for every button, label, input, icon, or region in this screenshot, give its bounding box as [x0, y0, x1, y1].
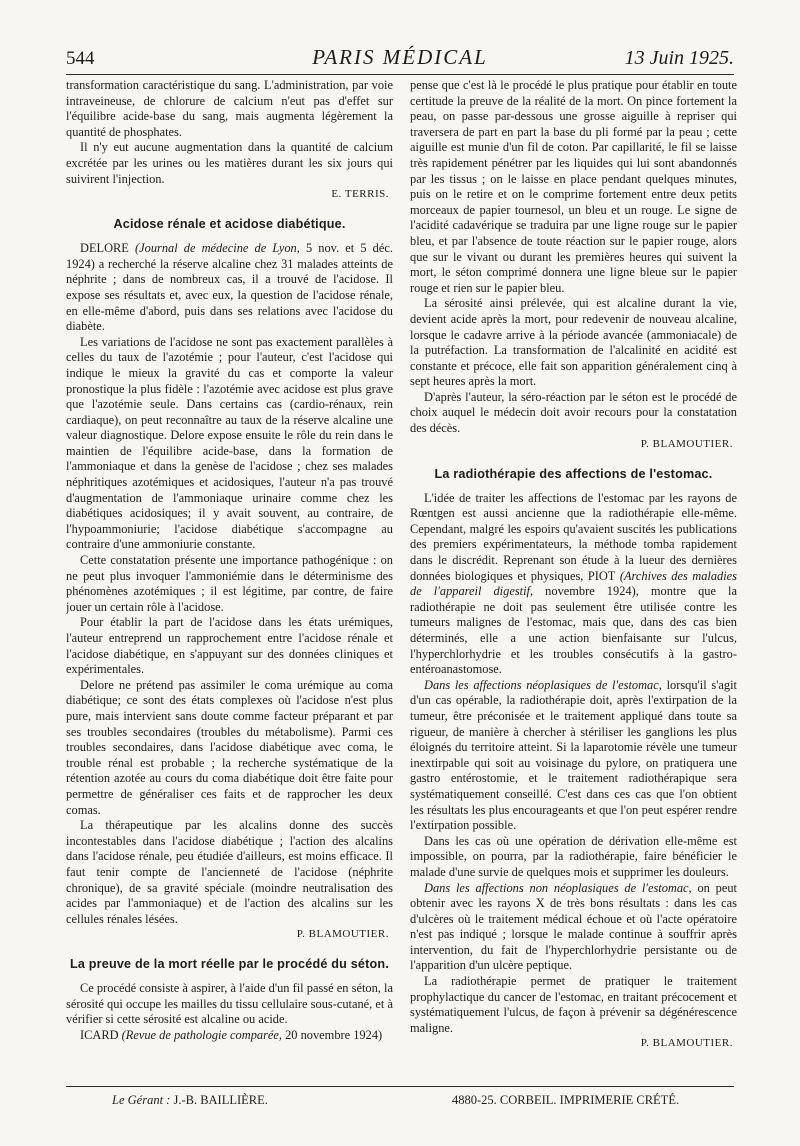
running-header	[66, 38, 734, 75]
section-title: La preuve de la mort réelle par le procédé du séton.	[69, 957, 390, 972]
paragraph: transformation caractéristique du sang. L'administration, par voie intraveineuse, de chlorure de calcium n'eut pas d'effet sur l'équilibre acide-base du sang, mais augmenta légèrement la quantité de phosphates.	[66, 78, 393, 139]
right-column	[410, 78, 737, 1078]
footer-rule	[66, 1086, 734, 1087]
paragraph: Ce procédé consiste à aspirer, à l'aide d'un fil passé en séton, la sérosité qui occupe les mailles du tissu cellulaire sous-cutané, et à vérifier si cette sérosité est alcaline ou acide.	[66, 981, 393, 1027]
subsection-lead: Dans les affections non néoplasiques de l'estomac,	[424, 880, 692, 895]
paragraph: D'après l'auteur, la séro-réaction par le séton est le procédé de choix auquel le médecin doit avoir recours pour la constatation des décès.	[410, 389, 737, 436]
paragraph: La thérapeutique par les alcalins donne des succès incontestables dans l'acidose diabétique ; l'action des alcalins dans l'acidose rénale, peu étudiée d'ailleurs, est moins efficace. Il faut tenir compte de l'ancienneté de l'acidose (néphrite chronique), de sa gravité spéciale (moindre neutralisation des acides par l'ammoniaque) et de l'action des alcalins sur les cellules rénales lésées.	[66, 818, 393, 926]
section-title: La radiothérapie des affections de l'estomac.	[434, 466, 713, 481]
page-number: 544	[66, 48, 95, 69]
paragraph: Les variations de l'acidose ne sont pas exactement parallèles à celles du taux de l'azotémie ; pour l'auteur, c'est l'acidose qui indique le mieux la gravité du cas et comporte la valeur pronostique la plus fidèle : l'azotémie avec acidose est plus grave que l'azotémie seule. Dans certains cas (cardio-rénaux, rein cardiaque), on peut reconnaître au taux de la réserve alcaline une valeur diagnostique. Delore expose ensuite le rôle du rein dans le maintien de l'équilibre acide-base, dans la formation de l'ammoniaque et dans la genèse de l'acidose ; chez ses malades néphritiques azotémiques et acidosiques, l'auteur n'a pas trouvé d'augmentation de l'ammoniaque urinaire comme chez les diabétiques acidosiques; il y avait souvent, au contraire, de l'hypoammoniurie; l'acidose diabétique s'accompagne au contraire d'une ammoniurie constante.	[66, 334, 393, 552]
journal-reference: (Journal de médecine de Lyon,	[135, 241, 300, 256]
author-signature: P. BLAMOUTIER.	[640, 1037, 733, 1050]
author-signature: P. BLAMOUTIER.	[640, 437, 733, 450]
author-signature: E. TERRIS.	[331, 188, 389, 201]
paragraph: DELORE (Journal de médecine de Lyon, 5 nov. et 5 déc. 1924) a recherché la réserve alcaline chez 31 malades atteints de néphrite ; dans de nombreux cas, il a trouvé de l'acidose. Il expose ses résultats et, avec eux, la question de l'acidose rénale, en elle-même d'abord, puis dans ses relations avec l'acidose du diabète.	[66, 241, 393, 334]
footer-gerant: Le Gérant : J.-B. BAILLIÈRE.	[112, 1093, 268, 1107]
paragraph: pense que c'est là le procédé le plus pratique pour établir en toute certitude la preuve de la réalité de la mort. On pince fortement la peau, on passe par-dessous une grosse aiguille à repriser qui traversera de part en part la base du pli formé par la peau ; cette aiguille est munie d'un fil de coton. Par capillarité, le fil se laisse très rapidement pénétrer par les liquides qui lui sont abandonnés par les tissus ; on le laisse en place pendant quelques minutes, puis on le retire et on le comprime fortement entre deux petits morceaux de papier tournesol, un bleu et un rouge. Le signe de l'acidité cadavérique se traduira par une ligne rouge sur le papier bleu, et par l'absence de toute réaction sur le papier rouge, alors que sur le vivant ou durant les premières heures qui suivent la mort, le séton comprimé donnera une ligne bleue sur le papier rouge et rien sur le papier bleu.	[410, 78, 737, 295]
paragraph: Dans les affections non néoplasiques de l'estomac, on peut obtenir avec les rayons X de très bons résultats : dans les cas d'ulcères où le traitement médical échoue et où l'acte opératoire n'est pas indiqué ; lorsque le malade continue à souffrir après intervention, du fait de l'hyperchlorhydrie persistante ou de l'apparition d'un ulcère peptique.	[410, 880, 737, 973]
paragraph: Cette constatation présente une importance pathogénique : on ne peut plus invoquer l'ammoniémie dans le déterminisme des phénomènes azotémiques ; il est légitime, par contre, de faire jouer un certain rôle à l'acidose.	[66, 553, 393, 614]
paragraph: La radiothérapie permet de pratiquer le traitement prophylactique du cancer de l'estomac, en traitant précocement et systématiquement l'ulcus, de façon à prévenir sa dégénérescence maligne.	[410, 974, 737, 1035]
section-title: Acidose rénale et acidose diabétique.	[113, 217, 346, 232]
cited-author: ICARD	[80, 1028, 119, 1043]
journal-reference: (Revue de pathologie comparée,	[121, 1028, 282, 1043]
issue-date: 13 Juin 1925.	[624, 47, 734, 69]
paragraph: ICARD (Revue de pathologie comparée, 20 novembre 1924)	[80, 1028, 383, 1043]
cited-author: DELORE	[80, 241, 129, 256]
paragraph: L'idée de traiter les affections de l'estomac par les rayons de Rœntgen est aussi ancienne que la radiothérapie elle-même. Cependant, malgré les espoirs qu'avaient suscités les publications des premiers expérimentateurs, la méthode tomba rapidement dans le discrédit. Reprenant son étude à la lueur des dernières données biologiques et physiques, PIOT (Archives des maladies de l'appareil digestif, novembre 1924), montre que la radiothérapie ne doit pas seulement être utilisée contre les tumeurs malignes de l'estomac, mais que, dans des cas bien déterminés, elle a une action bienfaisante sur l'ulcus, l'hyperchlorhydrie et les troubles consécutifs à la gastro-entéroanastomose.	[410, 490, 737, 677]
author-signature: P. BLAMOUTIER.	[296, 928, 389, 941]
cited-author: PIOT	[587, 568, 616, 583]
paragraph: Dans les affections néoplasiques de l'estomac, lorsqu'il s'agit d'un cas opérable, la radiothérapie doit, après l'extirpation de la tumeur, être préconisée et le traitement appliqué dans toute sa rigueur, de manière à chercher à stériliser les ganglions les plus éloignés du territoire atteint. Si la laparotomie révèle une tumeur inextirpable qui soit au voisinage du pylore, on pratiquera une gastro entérostomie, et le traitement radiothérapique sera systématiquement conseillé. C'est dans ces cas que l'on obtient les résultats les plus encourageants et que l'on peut espérer rendre l'extirpation possible.	[410, 677, 737, 833]
subsection-lead: Dans les affections néoplasiques de l'estomac,	[424, 677, 662, 692]
paragraph: Delore ne prétend pas assimiler le coma urémique au coma diabétique; ce sont des états complexes où l'acidose n'est plus pure, mais intervient sans doute comme facteur préparant et par ses troubles secondaires (troubles du métabolisme). Parmi ces troubles secondaires, dans l'acidose diabétique avec coma, le trouble rénal est probable ; la recherche systématique de la rétention azotée au cours du coma diabétique doit être faite pour permettre de généraliser ces faits et de rapprocher les deux comas.	[66, 677, 393, 817]
paragraph: Dans les cas où une opération de dérivation elle-même est impossible, on pourra, par la radiothérapie, faire bénéficier le malade d'une survie de quelques mois et supprimer les douleurs.	[410, 833, 737, 879]
left-column	[66, 78, 393, 1078]
journal-title: PARIS MÉDICAL	[312, 45, 488, 69]
paragraph: Pour établir la part de l'acidose dans les états urémiques, l'auteur entreprend un rapprochement entre l'acidose rénale et l'acidose diabétique, en s'appuyant sur des données cliniques et expérimentales.	[66, 615, 393, 677]
paragraph: La sérosité ainsi prélevée, qui est alcaline durant la vie, devient acide après la mort, pour redevenir de nouveau alcaline, lorsque le cadavre arrive à la période avancée (ammoniacale) de la putréfaction. La transformation de l'alcalinité en acidité est constante et précoce, elle fait son apparition généralement cinq à sept heures après la mort.	[410, 296, 737, 389]
paragraph: Il n'y eut aucune augmentation dans la quantité de calcium excrétée par les urines ou les matières durant les six jours qui suivirent l'injection.	[66, 140, 393, 186]
journal-reference: (Archives des maladies de l'appareil digestif,	[410, 568, 737, 599]
footer-printer: 4880-25. CORBEIL. IMPRIMERIE CRÉTÉ.	[452, 1093, 680, 1107]
